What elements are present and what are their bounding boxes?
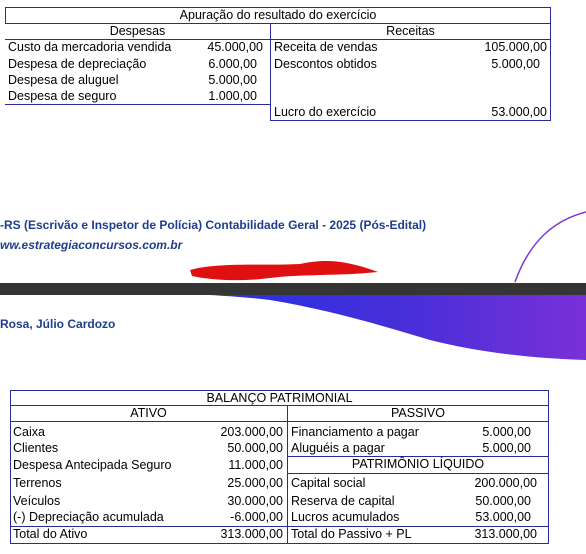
pl-label: Capital social (291, 476, 366, 490)
dark-bar (0, 283, 586, 295)
ativo-value: 50.000,00 (227, 441, 283, 455)
dre-despesa-value: 45.000,00 (207, 40, 263, 54)
ativo-value: 11.000,00 (228, 458, 283, 472)
dre-despesa-label: Despesa de seguro (8, 89, 117, 103)
dre-despesa-value: 5.000,00 (208, 73, 257, 87)
dre-despesa-label: Custo da mercadoria vendida (8, 40, 172, 54)
ativo-label: Clientes (13, 441, 59, 455)
total-ativo-label: Total do Ativo (13, 527, 88, 541)
passivo-value: 5.000,00 (482, 441, 531, 455)
dre-col-despesas: Despesas (109, 24, 166, 38)
dre-receita-label: Receita de vendas (274, 40, 378, 54)
total-passivo-value: 313.000,00 (474, 527, 537, 541)
passivo-header: PASSIVO (391, 406, 445, 420)
total-passivo-label: Total do Passivo + PL (291, 527, 412, 541)
dre-col-receitas: Receitas (386, 24, 435, 38)
passivo-label: Aluguéis a pagar (291, 441, 385, 455)
authors: Rosa, Júlio Cardozo (0, 317, 116, 331)
pl-label: Reserva de capital (291, 494, 395, 508)
pl-label: Lucros acumulados (291, 510, 400, 524)
ativo-label: Caixa (13, 425, 45, 439)
banner-graphics (0, 200, 586, 365)
decorative-arc (515, 212, 586, 282)
ativo-label: (-) Depreciação acumulada (13, 510, 164, 524)
pl-value: 53.000,00 (475, 510, 531, 524)
passivo-value: 5.000,00 (482, 425, 531, 439)
course-title: -RS (Escrivão e Inspetor de Polícia) Contabilidade Geral - 2025 (Pós-Edital) (0, 218, 427, 232)
dre-despesa-label: Despesa de depreciação (8, 57, 147, 71)
gradient-wave (210, 295, 586, 360)
ativo-label: Terrenos (13, 476, 62, 490)
ativo-header: ATIVO (130, 406, 167, 420)
dre-title: Apuração do resultado do exercício (179, 8, 377, 22)
dre-receita-value: 105.000,00 (484, 40, 547, 54)
ativo-value: 203.000,00 (220, 425, 283, 439)
ativo-value: 30.000,00 (227, 494, 283, 508)
balanco-title: BALANÇO PATRIMONIAL (206, 391, 353, 405)
dre-despesa-value: 6.000,00 (208, 57, 257, 71)
ativo-label: Despesa Antecipada Seguro (13, 458, 172, 472)
dre-despesa-label: Despesa de aluguel (8, 73, 119, 87)
dre-receita-label: Descontos obtidos (274, 57, 377, 71)
pl-header: PATRIMÔNIO LÍQUIDO (351, 457, 485, 471)
dre-lucro-label: Lucro do exercício (274, 105, 377, 119)
ativo-label: Veículos (13, 494, 61, 508)
pl-value: 200.000,00 (474, 476, 537, 490)
pl-value: 50.000,00 (475, 494, 531, 508)
passivo-label: Financiamento a pagar (291, 425, 419, 439)
redaction-mark (190, 261, 378, 280)
total-ativo-value: 313.000,00 (220, 527, 283, 541)
dre-receita-value: 5.000,00 (491, 57, 540, 71)
ativo-value: 25.000,00 (227, 476, 283, 490)
dre-despesa-value: 1.000,00 (208, 89, 257, 103)
site-url: ww.estrategiaconcursos.com.br (0, 238, 183, 252)
ativo-value: -6.000,00 (230, 510, 283, 524)
dre-lucro-value: 53.000,00 (491, 105, 547, 119)
